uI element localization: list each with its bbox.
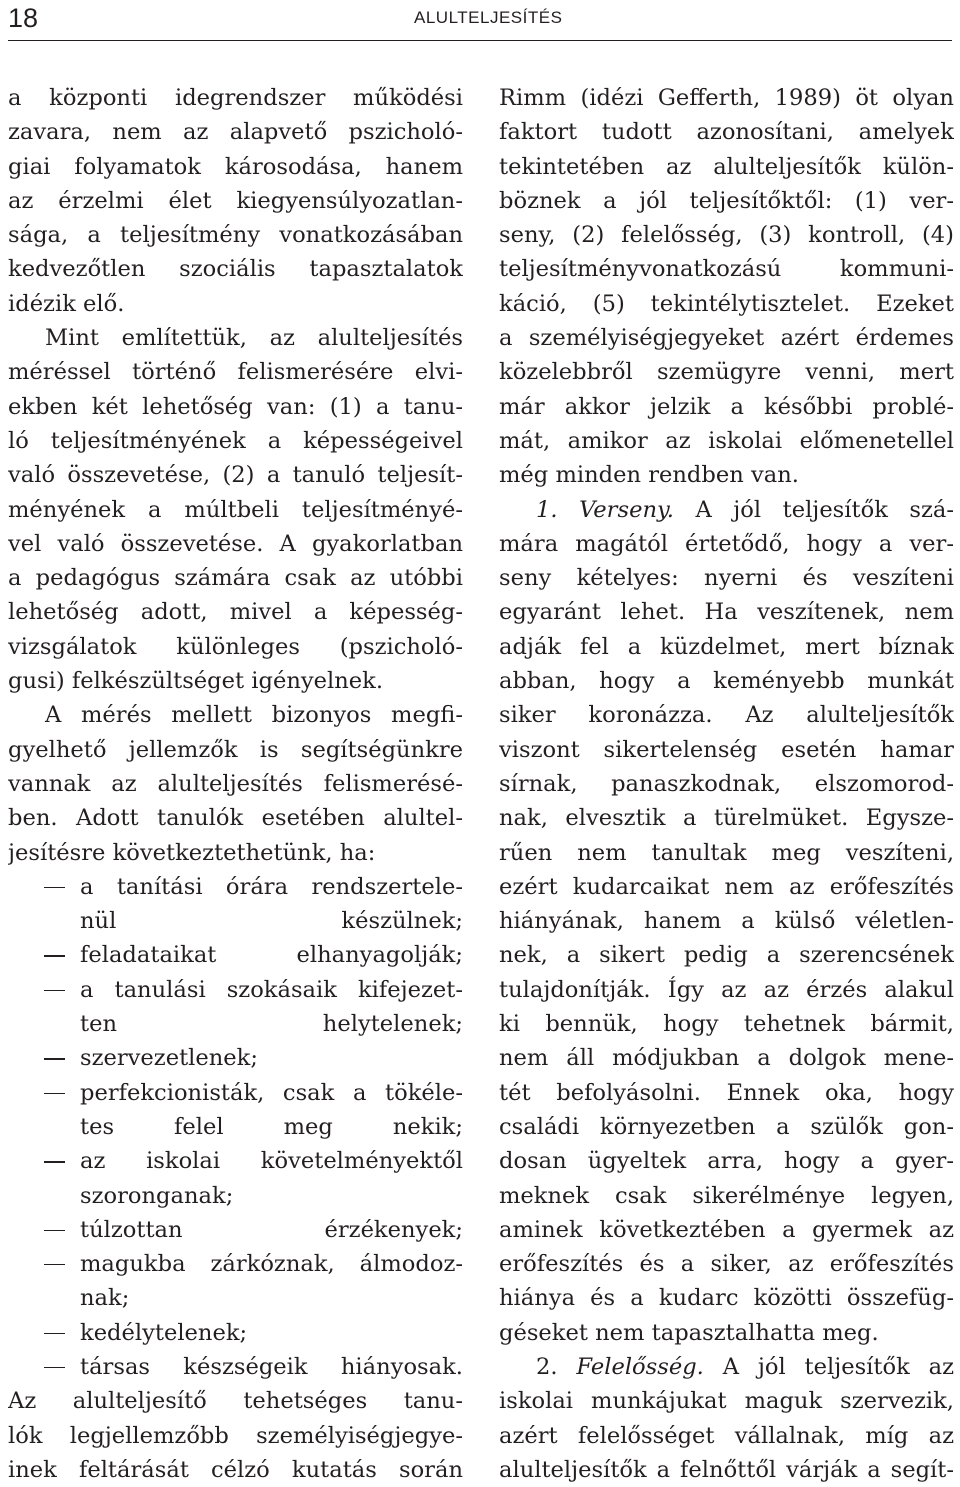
line-text: ten helytelenek; (80, 1011, 463, 1038)
line-text: lehetőség adott, mivel a képesség- (8, 599, 463, 626)
text-line (499, 630, 954, 664)
list-item-line (8, 870, 463, 904)
list-item-line (8, 973, 463, 1007)
text-line (8, 150, 463, 184)
text-line (8, 184, 463, 218)
list-item-line (8, 1247, 463, 1281)
text-line (499, 801, 954, 835)
line-text: a központi idegrendszer működési (8, 85, 463, 111)
line-text: nül készülnek; (80, 908, 463, 935)
line-text: ben. Adott tanulók esetében alultel- (8, 805, 463, 832)
text-line (499, 1076, 954, 1110)
list-item-line (8, 1041, 463, 1075)
text-line (8, 355, 463, 389)
text-line (499, 493, 954, 527)
line-text: családi környezetben a szülők gon- (499, 1113, 954, 1140)
text-line (8, 287, 463, 321)
text-line (8, 1453, 463, 1487)
line-text: iskolai munkájukat maguk szervezik, (499, 1388, 954, 1415)
line-text: seny, (2) felelősség, (3) kontroll, (4) (499, 222, 954, 249)
line-text: abban, hogy a keményebb munkát (499, 668, 954, 695)
line-text: hiányának, hanem a külső véletlen- (499, 908, 954, 935)
text-line (499, 595, 954, 629)
line-text: az érzelmi élet kiegyensúlyozatlan- (8, 187, 463, 214)
list-item-line (8, 1316, 463, 1350)
line-text: meknek csak sikerélménye legyen, (499, 1182, 954, 1209)
text-line (499, 184, 954, 218)
text-line (8, 767, 463, 801)
line-text: a tanítási órára rendszertele- (80, 873, 463, 900)
line-text: sága, a teljesítmény vonatkozásában (8, 222, 463, 249)
text-line (499, 973, 954, 1007)
text-line (499, 1041, 954, 1075)
right-text-column (499, 81, 954, 1487)
line-text: teljesítményvonatkozású kommuni- (499, 256, 954, 283)
line-text: A jól teljesítők az (703, 1353, 954, 1380)
text-line (499, 767, 954, 801)
text-line (499, 355, 954, 389)
text-line (499, 1007, 954, 1041)
line-text: idézik elő. (8, 290, 125, 317)
line-text: az iskolai követelményektől (80, 1148, 463, 1175)
line-text: vannak az alulteljesítés felismerésé- (8, 770, 463, 797)
line-text: nak; (80, 1285, 130, 1312)
line-text: nek, a sikert pedig a szerencsének (499, 942, 954, 969)
text-line (8, 1179, 463, 1213)
line-text: feladataikat elhanyagolják; (80, 942, 463, 969)
text-line (8, 630, 463, 664)
text-line (499, 150, 954, 184)
line-text: géseket nem tapasztalhatta meg. (499, 1319, 879, 1346)
line-text: gusi) felkészültséget igényelnek. (8, 668, 384, 695)
text-line (499, 81, 954, 115)
line-text: böznek a jól teljesítőktől: (1) ver- (499, 187, 954, 214)
text-line (8, 836, 463, 870)
text-line (8, 698, 463, 732)
text-line (8, 904, 463, 938)
italic-heading: 1. Verseny. (536, 496, 674, 523)
text-line (8, 527, 463, 561)
text-line (499, 870, 954, 904)
list-item-line (8, 1213, 463, 1247)
line-text: jesítésre következtethetünk, ha: (8, 839, 376, 866)
text-line (8, 81, 463, 115)
line-text: vel való összevetése. A gyakorlatban (8, 530, 463, 557)
text-line (499, 904, 954, 938)
line-text: egyaránt lehet. Ha veszítenek, nem (499, 599, 954, 626)
text-line (499, 1316, 954, 1350)
line-text: a tanulási szokásaik kifejezet- (80, 976, 463, 1003)
line-text: Mint említettük, az alulteljesítés (45, 325, 463, 352)
text-line (8, 1007, 463, 1041)
line-text: siker koronázza. Az alulteljesítők (499, 702, 954, 729)
line-text: szoronganak; (80, 1182, 234, 1209)
page-header (8, 0, 952, 41)
left-text-column (8, 81, 463, 1487)
line-text: ekben két lehetőség van: (1) a tanu- (8, 393, 463, 420)
list-item-line (8, 1076, 463, 1110)
running-head: ALULTELJESÍTÉS (414, 8, 563, 27)
line-text: a pedagógus számára csak az utóbbi (8, 565, 463, 592)
line-text: zavara, nem az alapvető pszicholó- (8, 119, 463, 146)
text-line (8, 115, 463, 149)
line-prefix: 2. (536, 1353, 577, 1380)
line-text: azért felelősséget vállalnak, míg az (499, 1422, 954, 1449)
text-line (499, 115, 954, 149)
line-text: mát, amikor az iskolai előmenetellel (499, 427, 954, 454)
text-line (8, 1384, 463, 1418)
line-text: nem áll módjukban a dolgok mene- (499, 1045, 954, 1072)
text-line (499, 1144, 954, 1178)
line-text: ki bennük, hogy tehetnek bármit, (499, 1011, 954, 1038)
text-line (8, 390, 463, 424)
text-line (8, 1110, 463, 1144)
line-text: A mérés mellett bizonyos megfi- (45, 702, 463, 729)
text-line (8, 321, 463, 355)
text-line (499, 287, 954, 321)
text-line (499, 1453, 954, 1487)
line-text: tét befolyásolni. Ennek oka, hogy (499, 1079, 954, 1106)
line-text: Rimm (idézi Gefferth, 1989) öt olyan (499, 85, 954, 111)
line-text: perfekcionisták, csak a tökéle- (80, 1079, 463, 1106)
line-text: még minden rendben van. (499, 462, 799, 489)
text-line (8, 218, 463, 252)
line-text: rűen nem tanultak meg veszíteni, (499, 839, 954, 866)
line-text: alulteljesítők a felnőttől várják a segít- (499, 1456, 954, 1483)
text-line (8, 252, 463, 286)
text-line (499, 938, 954, 972)
line-text: ló teljesítményének a képességeivel (8, 427, 463, 454)
line-text: ményének a múltbeli teljesítményé- (8, 496, 463, 523)
line-text: túlzottan érzékenyek; (80, 1216, 463, 1243)
line-text: szervezetlenek; (80, 1045, 258, 1072)
text-line (499, 1247, 954, 1281)
line-text: dosan ügyeltek arra, hogy a gyer- (499, 1148, 954, 1175)
text-line (8, 801, 463, 835)
text-line (8, 1281, 463, 1315)
text-line (8, 458, 463, 492)
text-line (499, 664, 954, 698)
text-line (8, 493, 463, 527)
line-text: adják fel a küzdelmet, mert bíznak (499, 633, 954, 660)
line-text: hiánya és a kudarc közötti összefüg- (499, 1285, 954, 1312)
line-text: tekintetében az alulteljesítők külön- (499, 153, 954, 180)
line-text: erőfeszítés és a siker, az erőfeszítés (499, 1251, 954, 1278)
text-line (499, 1179, 954, 1213)
line-text: társas készségeik hiányosak. (80, 1353, 463, 1380)
text-line (499, 458, 954, 492)
text-line (499, 1281, 954, 1315)
line-text: nak, elvesztik a türelmüket. Egysze- (499, 805, 954, 832)
line-text: Az alulteljesítő tehetséges tanu- (8, 1388, 463, 1415)
italic-heading: Felelősség. (576, 1353, 704, 1380)
text-line (499, 1384, 954, 1418)
line-text: faktort tudott azonosítani, amelyek (499, 119, 954, 146)
line-text: való összevetése, (2) a tanuló teljesít- (8, 462, 463, 489)
list-item-line (8, 1144, 463, 1178)
line-text: vizsgálatok különleges (pszicholó- (8, 633, 463, 660)
page-number: 18 (8, 3, 39, 33)
line-text: a személyiségjegyeket azért érdemes (499, 325, 954, 352)
text-line (8, 561, 463, 595)
line-text: méréssel történő felismerésére elvi- (8, 359, 463, 386)
text-line (499, 1350, 954, 1384)
line-text: inek feltárását célzó kutatás során (8, 1456, 463, 1483)
text-line (499, 390, 954, 424)
line-text: seny kételyes: nyerni és veszíteni (499, 565, 954, 592)
text-line (499, 1110, 954, 1144)
text-line (8, 733, 463, 767)
text-line (499, 1419, 954, 1453)
text-line (499, 698, 954, 732)
text-line (499, 252, 954, 286)
line-text: A jól teljesítők szá- (673, 496, 954, 523)
text-line (499, 561, 954, 595)
line-text: viszont sikertelenség esetén hamar (499, 736, 954, 763)
text-line (499, 733, 954, 767)
text-line (8, 1419, 463, 1453)
list-item-line (8, 1350, 463, 1384)
text-line (8, 424, 463, 458)
list-item-line (8, 938, 463, 972)
line-text: lók legjellemzőbb személyiségjegye- (8, 1422, 463, 1449)
line-text: kedvezőtlen szociális tapasztalatok (8, 256, 463, 283)
line-text: ezért kudarcaikat nem az erőfeszítés (499, 873, 954, 900)
text-line (499, 321, 954, 355)
text-line (8, 664, 463, 698)
line-text: tes felel meg nekik; (80, 1113, 463, 1140)
text-line (499, 1213, 954, 1247)
line-text: giai folyamatok károsodása, hanem (8, 153, 463, 180)
line-text: mára magától értetődő, hogy a ver- (499, 530, 954, 557)
line-text: sírnak, panaszkodnak, elszomorod- (499, 770, 954, 797)
text-line (8, 595, 463, 629)
text-line (499, 424, 954, 458)
line-text: közelebbről szemügyre venni, mert (499, 359, 954, 386)
line-text: gyelhető jellemzők is segítségünkre (8, 736, 463, 763)
line-text: már akkor jelzik a későbbi problé- (499, 393, 954, 420)
text-line (499, 218, 954, 252)
line-text: káció, (5) tekintélytisztelet. Ezeket (499, 290, 954, 317)
line-text: kedélytelenek; (80, 1319, 248, 1346)
line-text: magukba zárkóznak, álmodoz- (80, 1251, 463, 1278)
line-text: aminek következtében a gyermek az (499, 1216, 954, 1243)
line-text: tulajdonítják. Így az az érzés alakul (499, 976, 954, 1003)
text-line (499, 836, 954, 870)
text-line (499, 527, 954, 561)
